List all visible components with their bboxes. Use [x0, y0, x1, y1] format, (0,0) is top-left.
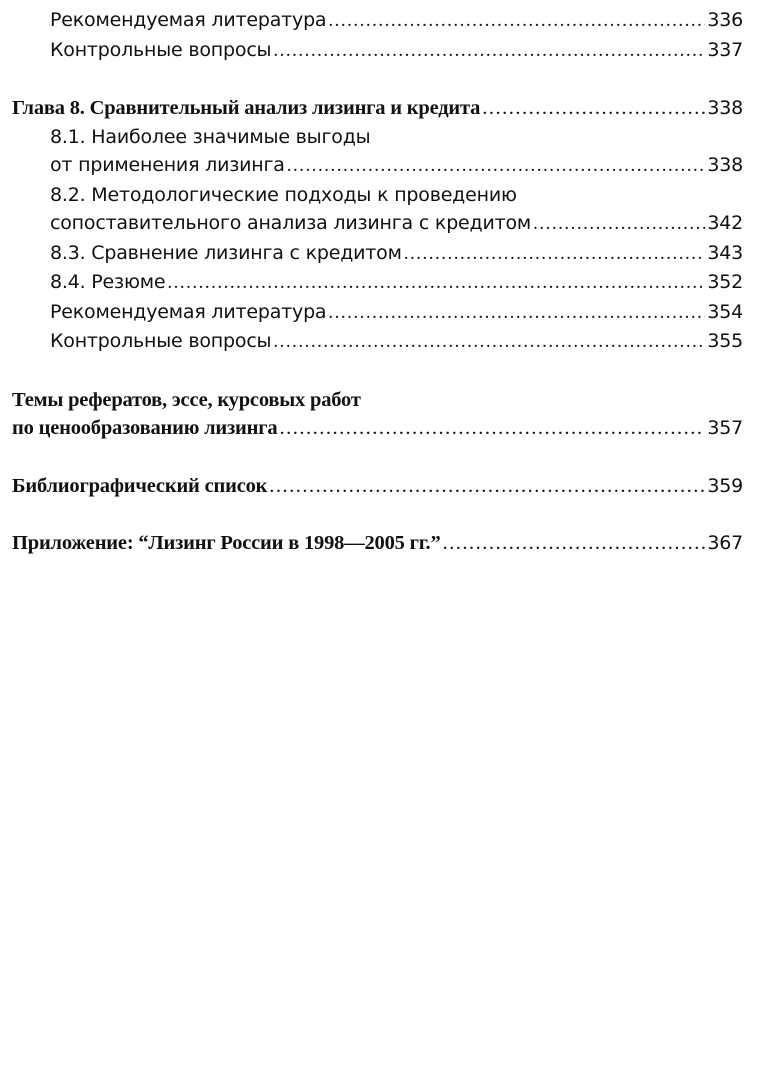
toc-appendix[interactable] [12, 529, 743, 558]
toc-page-number: 337 [707, 38, 743, 61]
toc-entry-title: Контрольные вопросы [50, 38, 272, 61]
toc-chapter-title: Глава 8. Сравнительный анализ лизинга и кредита [12, 97, 481, 119]
toc-page-number: 357 [707, 417, 743, 439]
toc-chapter-title: Приложение: “Лизинг России в 1998—2005 гг.” [12, 532, 441, 554]
toc-chapter-8[interactable] [12, 94, 743, 123]
toc-page-number: 342 [707, 212, 743, 234]
toc-page-number: 354 [707, 300, 743, 323]
dot-leader [328, 7, 705, 36]
toc-page-number: 359 [707, 474, 743, 497]
table-of-contents [12, 6, 743, 558]
toc-entry-8-1[interactable] [12, 151, 743, 181]
toc-entry-8-4[interactable] [12, 268, 743, 298]
dot-leader [404, 240, 706, 269]
dot-leader [287, 152, 706, 181]
toc-topics[interactable] [12, 414, 743, 443]
toc-entry-8-2[interactable] [12, 209, 743, 239]
toc-entry-title: Рекомендуемая литература [50, 9, 327, 31]
toc-entry-title: сопоставительного анализа лизинга с кредитом [50, 212, 532, 234]
toc-entry-title: 8.1. Наиболее значимые выгоды [50, 125, 371, 148]
toc-bibliography[interactable] [12, 472, 743, 501]
toc-page-number: 336 [707, 9, 743, 31]
toc-chapter-title: по ценообразованию лизинга [12, 417, 278, 439]
dot-leader [443, 529, 706, 558]
toc-page-number: 355 [707, 330, 743, 352]
dot-leader [482, 94, 705, 123]
toc-chapter-title: Библиографический список [12, 474, 268, 497]
section-spacer [12, 443, 743, 472]
toc-entry-title: 8.4. Резюме [50, 271, 166, 293]
dot-leader [167, 269, 705, 298]
toc-page-number: 367 [707, 532, 743, 554]
toc-entry-ch7-questions[interactable] [12, 36, 743, 66]
toc-entry-ch8-reading[interactable] [12, 298, 743, 328]
section-spacer [12, 500, 743, 529]
toc-entry-ch7-reading[interactable] [12, 6, 743, 36]
toc-entry-title: от применения лизинга [50, 154, 285, 176]
dot-leader [269, 472, 705, 501]
toc-entry-title: Рекомендуемая литература [50, 300, 327, 323]
toc-entry-title: 8.3. Сравнение лизинга с кредитом [50, 241, 402, 264]
toc-entry-8-3[interactable] [12, 239, 743, 269]
toc-entry-8-1-line1[interactable] [12, 123, 743, 152]
toc-page-number: 338 [707, 154, 743, 176]
toc-entry-title: Контрольные вопросы [50, 330, 272, 352]
toc-entry-title: 8.2. Методологические подходы к проведению [50, 183, 517, 206]
toc-page-number: 343 [707, 241, 743, 264]
dot-leader [273, 37, 705, 66]
toc-entry-ch8-questions[interactable] [12, 327, 743, 357]
toc-topics-line1[interactable] [12, 386, 743, 415]
section-spacer [12, 65, 743, 94]
section-spacer [12, 357, 743, 386]
dot-leader [533, 210, 705, 239]
dot-leader [273, 328, 705, 357]
toc-entry-8-2-line1[interactable] [12, 181, 743, 210]
dot-leader [279, 414, 705, 443]
toc-chapter-title: Темы рефератов, эссе, курсовых работ [12, 388, 361, 411]
toc-page-number: 338 [707, 97, 743, 119]
dot-leader [328, 299, 705, 328]
toc-page-number: 352 [707, 271, 743, 293]
